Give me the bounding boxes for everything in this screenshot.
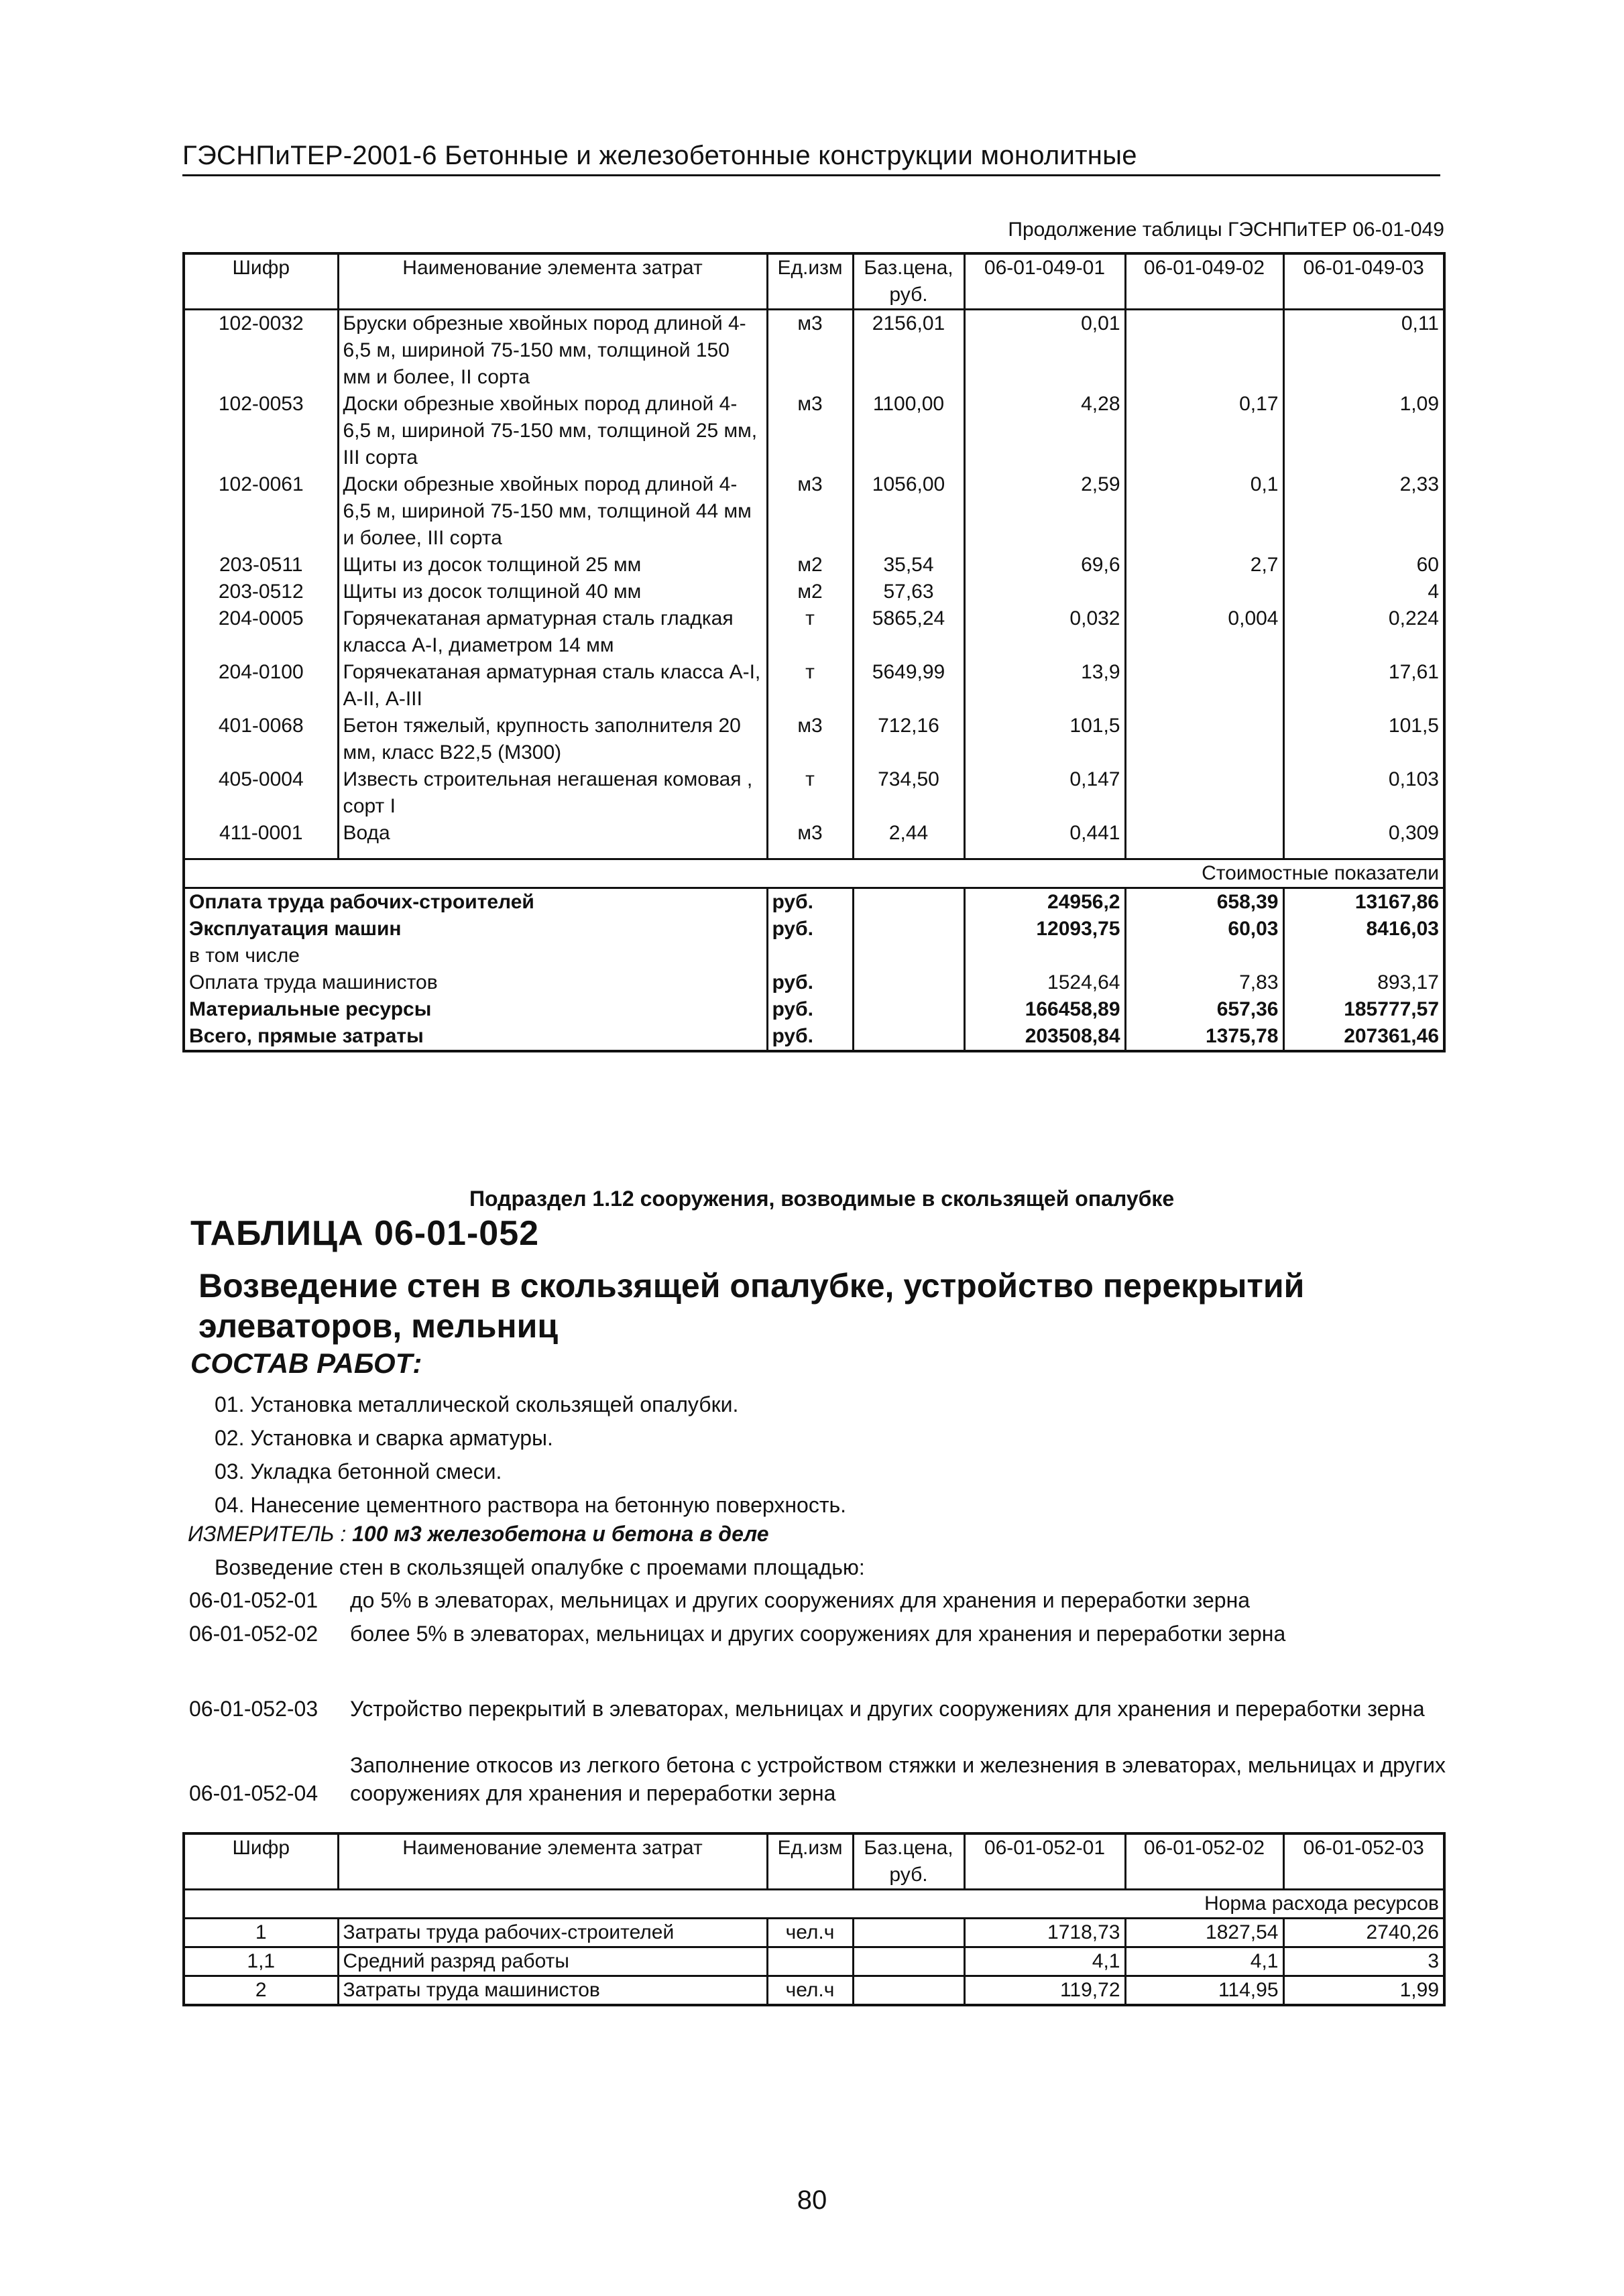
table-cell: руб. (767, 1023, 853, 1051)
table-cell: 3 (1283, 1947, 1444, 1976)
table-cell: 1375,78 (1125, 1023, 1283, 1051)
table-row (184, 579, 1444, 605)
table-cell: 185777,57 (1283, 996, 1444, 1023)
table-cell: 17,61 (1283, 659, 1444, 713)
work-steps (215, 1388, 846, 1522)
meter-line (188, 1522, 769, 1547)
table-cell: 102-0061 (184, 471, 338, 552)
table-cell: Оплата труда машинистов (184, 969, 767, 996)
header-cell: 06-01-052-02 (1125, 1833, 1283, 1890)
table-cell: Горячекатаная арматурная сталь класса А-I, А-II, А-III (338, 659, 767, 713)
header-cell: 06-01-052-03 (1283, 1833, 1444, 1890)
table-cell: 657,36 (1125, 996, 1283, 1023)
table-cell: 5649,99 (853, 659, 964, 713)
table-cell (767, 1947, 853, 1976)
table-cell: 5865,24 (853, 605, 964, 659)
code-id: 06-01-052-01 (189, 1588, 318, 1612)
header-cell: Ед.изм (767, 253, 853, 310)
resource-table-052-body (184, 1833, 1444, 2005)
table-cell: 2,59 (964, 471, 1125, 552)
table-cell: 204-0100 (184, 659, 338, 713)
table-cell: Бруски обрезные хвойных пород длиной 4-6,5 м, шириной 75-150 мм, толщиной 150 мм и более, II сорта (338, 310, 767, 391)
table-cell: 1,99 (1283, 1976, 1444, 2006)
table-cell: 893,17 (1283, 969, 1444, 996)
table-cell: чел.ч (767, 1919, 853, 1947)
header-cell: 06-01-052-01 (964, 1833, 1125, 1890)
code-id: 06-01-052-02 (189, 1622, 318, 1646)
table-cell: 4,28 (964, 391, 1125, 471)
table-cell: 405-0004 (184, 766, 338, 820)
table-cell: 60,03 (1125, 916, 1283, 943)
table-cell: 2,44 (853, 820, 964, 859)
page-number: 80 (797, 2185, 827, 2215)
table-row (184, 820, 1444, 859)
table-cell: 0,441 (964, 820, 1125, 859)
table-cell (853, 1919, 964, 1947)
code-description: Устройство перекрытий в элеваторах, мельницах и других сооружениях для хранения и переработки зерна (350, 1697, 1425, 1721)
meter-label: ИЗМЕРИТЕЛЬ : (188, 1522, 347, 1546)
table-cell: 1524,64 (964, 969, 1125, 996)
table-cell: м3 (767, 820, 853, 859)
table-cell (1125, 659, 1283, 713)
code-line (189, 1586, 1456, 1614)
table-row (184, 1919, 1444, 1947)
table-cell (853, 969, 964, 996)
table-cell: 4 (1283, 579, 1444, 605)
code-line (189, 1695, 1456, 1723)
table-cell: 1718,73 (964, 1919, 1125, 1947)
table-cell (1125, 713, 1283, 766)
totals-row (184, 996, 1444, 1023)
totals-row (184, 1023, 1444, 1051)
running-header: ГЭСНПиТЕР-2001-6 Бетонные и железобетонные конструкции монолитные (182, 139, 1440, 176)
table-cell: 102-0032 (184, 310, 338, 391)
table-row (184, 713, 1444, 766)
table-cell (1125, 310, 1283, 391)
table-cell: 1056,00 (853, 471, 964, 552)
resource-table-049-body (184, 253, 1444, 1051)
totals-row (184, 943, 1444, 969)
table-cell (853, 996, 964, 1023)
table-row (184, 659, 1444, 713)
table-cell: 69,6 (964, 552, 1125, 579)
table-cell: 101,5 (964, 713, 1125, 766)
table-cell: 2,33 (1283, 471, 1444, 552)
table-cell: Средний разряд работы (338, 1947, 767, 1976)
table-cell: Горячекатаная арматурная сталь гладкая класса А-I, диаметром 14 мм (338, 605, 767, 659)
table-cell: м3 (767, 310, 853, 391)
table-cell (853, 1023, 964, 1051)
table-cell: Известь строительная негашеная комовая , сорт I (338, 766, 767, 820)
table-continuation-note: Продолжение таблицы ГЭСНПиТЕР 06-01-049 (1008, 219, 1444, 241)
table-cell: 57,63 (853, 579, 964, 605)
table-cell (853, 916, 964, 943)
header-cell: Шифр (184, 253, 338, 310)
table-cell: 2,7 (1125, 552, 1283, 579)
code-id: 06-01-052-03 (189, 1697, 318, 1721)
table-cell: 1,09 (1283, 391, 1444, 471)
table-cell: т (767, 766, 853, 820)
table-cell: 0,147 (964, 766, 1125, 820)
table-cell: 203-0512 (184, 579, 338, 605)
table-cell: 1100,00 (853, 391, 964, 471)
table-cell: Материальные ресурсы (184, 996, 767, 1023)
table-cell: 2740,26 (1283, 1919, 1444, 1947)
norm-label: Норма расхода ресурсов (184, 1890, 1444, 1919)
table-cell: 13,9 (964, 659, 1125, 713)
table-cell (853, 1947, 964, 1976)
header-cell: 06-01-049-03 (1283, 253, 1444, 310)
table-cell: 203-0511 (184, 552, 338, 579)
header-cell: Баз.цена, руб. (853, 1833, 964, 1890)
resource-table-049 (182, 252, 1446, 1052)
table-cell (853, 943, 964, 969)
table-cell: 101,5 (1283, 713, 1444, 766)
table-cell: 4,1 (1125, 1947, 1283, 1976)
table-cell: в том числе (184, 943, 767, 969)
table-cell: Затраты труда рабочих-строителей (338, 1919, 767, 1947)
table-cell (964, 943, 1125, 969)
table-cell: 0,103 (1283, 766, 1444, 820)
table-cell: Затраты труда машинистов (338, 1976, 767, 2006)
table-cell: 60 (1283, 552, 1444, 579)
table-row (184, 471, 1444, 552)
table-row (184, 391, 1444, 471)
table-cell (1125, 820, 1283, 859)
table-cell: м3 (767, 391, 853, 471)
totals-row (184, 969, 1444, 996)
table-cell: 1827,54 (1125, 1919, 1283, 1947)
table-cell: Эксплуатация машин (184, 916, 767, 943)
code-description: более 5% в элеваторах, мельницах и других сооружениях для хранения и переработки зерна (350, 1622, 1286, 1646)
table-cell: чел.ч (767, 1976, 853, 2006)
code-line (189, 1751, 1456, 1807)
table-cell: 1 (184, 1919, 338, 1947)
table-cell: Щиты из досок толщиной 40 мм (338, 579, 767, 605)
resource-table-052 (182, 1832, 1446, 2006)
work-step: 02. Установка и сварка арматуры. (215, 1426, 553, 1450)
code-description: до 5% в элеваторах, мельницах и других сооружениях для хранения и переработки зерна (350, 1588, 1251, 1612)
table-cell: 0,01 (964, 310, 1125, 391)
meter-value: 100 м3 железобетона и бетона в деле (352, 1522, 769, 1546)
table-row (184, 605, 1444, 659)
table-cell: Бетон тяжелый, крупность заполнителя 20 мм, класс В22,5 (М300) (338, 713, 767, 766)
table-cell: 734,50 (853, 766, 964, 820)
work-step: 03. Укладка бетонной смеси. (215, 1459, 502, 1484)
cost-indicators-row (184, 859, 1444, 888)
table-cell: Щиты из досок толщиной 25 мм (338, 552, 767, 579)
table-cell (1125, 943, 1283, 969)
table-cell: 7,83 (1125, 969, 1283, 996)
table-cell: руб. (767, 969, 853, 996)
table-cell: м3 (767, 471, 853, 552)
intro-text: Возведение стен в скользящей опалубке с проемами площадью: (215, 1555, 865, 1579)
totals-row (184, 916, 1444, 943)
table-cell: 658,39 (1125, 888, 1283, 916)
totals-row (184, 888, 1444, 916)
table-cell: 401-0068 (184, 713, 338, 766)
table-cell: 0,032 (964, 605, 1125, 659)
table-cell: Оплата труда рабочих-строителей (184, 888, 767, 916)
header-cell: Наименование элемента затрат (338, 1833, 767, 1890)
work-step: 04. Нанесение цементного раствора на бетонную поверхность. (215, 1493, 847, 1517)
table-cell: 119,72 (964, 1976, 1125, 2006)
table-cell: руб. (767, 996, 853, 1023)
table-cell (1125, 579, 1283, 605)
table-cell: 102-0053 (184, 391, 338, 471)
table-cell: руб. (767, 916, 853, 943)
table-cell: 0,309 (1283, 820, 1444, 859)
table-cell: 24956,2 (964, 888, 1125, 916)
table-cell (1283, 943, 1444, 969)
cost-indicators-label: Стоимостные показатели (184, 859, 1444, 888)
table-cell: 12093,75 (964, 916, 1125, 943)
table-cell: 204-0005 (184, 605, 338, 659)
table-cell: 13167,86 (1283, 888, 1444, 916)
table-cell: 411-0001 (184, 820, 338, 859)
table-cell: 0,1 (1125, 471, 1283, 552)
table-cell: м3 (767, 713, 853, 766)
table-row (184, 766, 1444, 820)
table-cell (853, 888, 964, 916)
code-description: Заполнение откосов из легкого бетона с устройством стяжки и железнения в элеваторах, мельницах и других сооружениях для хранения и переработки зерна (350, 1753, 1446, 1805)
header-cell: Ед.изм (767, 1833, 853, 1890)
table-cell: 0,11 (1283, 310, 1444, 391)
table-cell: 166458,89 (964, 996, 1125, 1023)
table-cell: 0,224 (1283, 605, 1444, 659)
header-cell: Баз.цена, руб. (853, 253, 964, 310)
table-row (184, 552, 1444, 579)
subsection-title: Подраздел 1.12 сооружения, возводимые в скользящей опалубке (469, 1187, 1175, 1211)
table-cell (1125, 766, 1283, 820)
table-cell: м2 (767, 579, 853, 605)
header-cell: 06-01-049-01 (964, 253, 1125, 310)
table-cell (767, 943, 853, 969)
work-step: 01. Установка металлической скользящей опалубки. (215, 1392, 739, 1416)
table-cell: Доски обрезные хвойных пород длиной 4-6,5 м, шириной 75-150 мм, толщиной 25 мм, III сорта (338, 391, 767, 471)
header-cell: Наименование элемента затрат (338, 253, 767, 310)
table-cell (964, 579, 1125, 605)
norm-row (184, 1890, 1444, 1919)
table-cell: 0,004 (1125, 605, 1283, 659)
table-cell: 8416,03 (1283, 916, 1444, 943)
header-cell: 06-01-049-02 (1125, 253, 1283, 310)
table-cell: т (767, 659, 853, 713)
table-cell: 207361,46 (1283, 1023, 1444, 1051)
table-header-row (184, 253, 1444, 310)
header-cell: Шифр (184, 1833, 338, 1890)
table-cell: 35,54 (853, 552, 964, 579)
table-cell: 0,17 (1125, 391, 1283, 471)
table-cell: 4,1 (964, 1947, 1125, 1976)
table-cell: м2 (767, 552, 853, 579)
table-cell: Всего, прямые затраты (184, 1023, 767, 1051)
table-cell: 203508,84 (964, 1023, 1125, 1051)
table-cell: Доски обрезные хвойных пород длиной 4-6,5 м, шириной 75-150 мм, толщиной 44 мм и более, III сорта (338, 471, 767, 552)
table-row (184, 1947, 1444, 1976)
table-cell: руб. (767, 888, 853, 916)
table-cell: 2 (184, 1976, 338, 2006)
table-row (184, 310, 1444, 391)
work-composition-heading: СОСТАВ РАБОТ: (190, 1347, 422, 1379)
code-id: 06-01-052-04 (189, 1781, 318, 1805)
table-cell (853, 1976, 964, 2006)
code-line (189, 1620, 1456, 1648)
table-header-row (184, 1833, 1444, 1890)
table-cell: т (767, 605, 853, 659)
table-row (184, 1976, 1444, 2006)
table-cell: 1,1 (184, 1947, 338, 1976)
work-title: Возведение стен в скользящей опалубке, устройство перекрытий элеваторов, мельниц (198, 1267, 1305, 1345)
table-cell: 2156,01 (853, 310, 964, 391)
table-cell: 114,95 (1125, 1976, 1283, 2006)
table-cell: Вода (338, 820, 767, 859)
table-name: ТАБЛИЦА 06-01-052 (190, 1214, 540, 1253)
table-cell: 712,16 (853, 713, 964, 766)
